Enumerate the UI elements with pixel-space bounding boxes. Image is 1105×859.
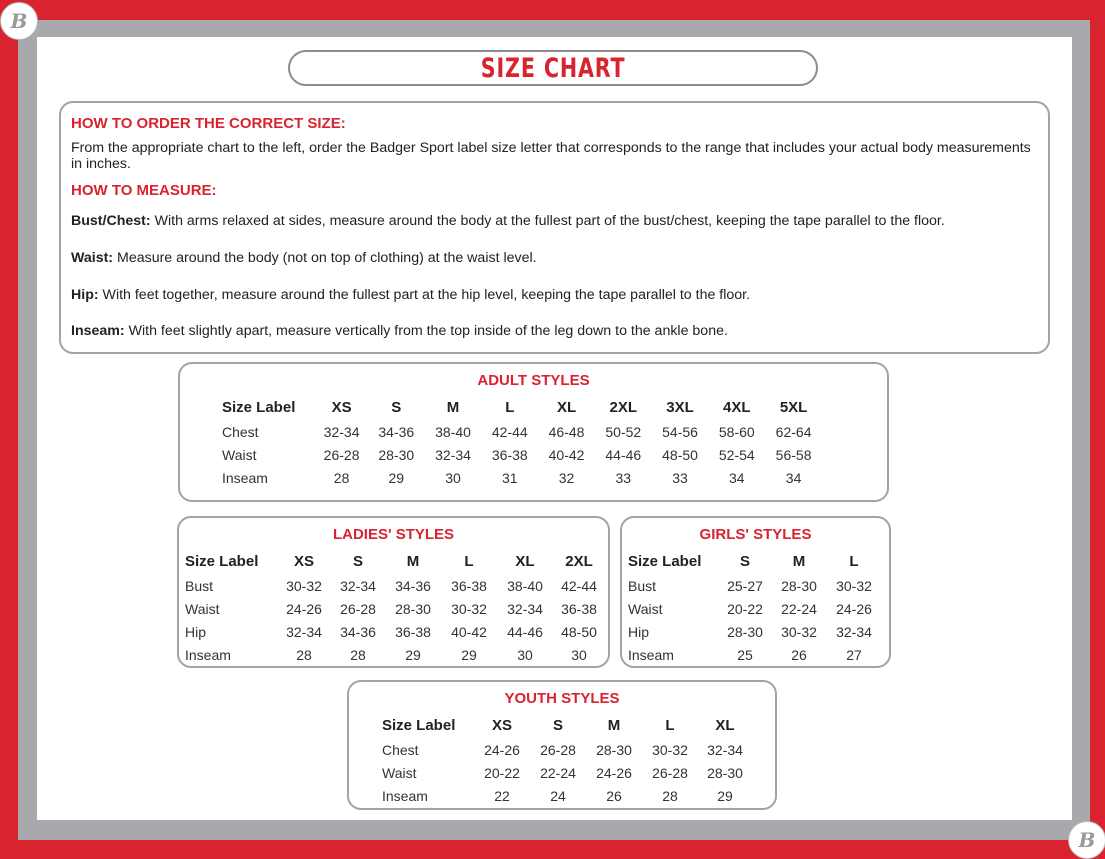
size-header: M — [607, 716, 621, 734]
measurement-label: Inseam — [382, 787, 428, 804]
table-row — [382, 784, 752, 807]
table-cell: 38-40 — [507, 577, 543, 594]
table-row — [628, 643, 882, 666]
adult-styles-panel — [178, 362, 889, 502]
table-cell: 34-36 — [395, 577, 431, 594]
table-row — [222, 466, 822, 489]
size-header: S — [552, 716, 563, 734]
table-cell: 20-22 — [727, 600, 763, 617]
table-cell: 44-46 — [605, 446, 642, 463]
table-cell: 50-52 — [605, 423, 642, 440]
table-cell: 40-42 — [548, 446, 585, 463]
size-header: L — [505, 398, 515, 416]
table-cell: 32-34 — [435, 446, 471, 463]
table-cell: 48-50 — [561, 623, 597, 640]
table-cell: 34 — [729, 469, 745, 486]
adult-styles-title: ADULT STYLES — [477, 372, 590, 389]
measurement-label: Inseam — [222, 469, 268, 486]
table-cell: 29 — [717, 787, 733, 804]
measure-label: Hip: — [71, 287, 99, 303]
girls-styles-title: GIRLS' STYLES — [699, 526, 812, 543]
ladies-styles-panel — [177, 516, 610, 668]
measurement-label: Waist — [222, 446, 257, 463]
size-header: M — [406, 552, 420, 570]
table-cell: 26-28 — [540, 741, 576, 758]
size-header: 3XL — [666, 398, 694, 416]
adult-size-table — [222, 394, 822, 489]
table-cell: 33 — [672, 469, 688, 486]
size-header: 2XL — [609, 398, 638, 416]
instructions-panel — [59, 101, 1050, 354]
table-cell: 26-28 — [652, 764, 688, 781]
table-cell: 22-24 — [781, 600, 817, 617]
table-cell: 44-46 — [507, 623, 543, 640]
table-row — [382, 761, 752, 784]
table-cell: 32-34 — [340, 577, 376, 594]
table-cell: 54-56 — [662, 423, 698, 440]
measurement-label: Waist — [628, 600, 663, 617]
table-cell: 40-42 — [451, 623, 487, 640]
measure-item-waist — [71, 250, 1036, 266]
title-banner — [288, 50, 818, 86]
table-cell: 24-26 — [484, 741, 520, 758]
size-header: XS — [293, 552, 314, 570]
table-cell: 32-34 — [836, 623, 872, 640]
table-cell: 58-60 — [718, 423, 755, 440]
size-header: L — [464, 552, 474, 570]
size-header: L — [665, 716, 675, 734]
table-row — [382, 738, 752, 761]
table-cell: 24-26 — [836, 600, 872, 617]
table-cell: 32-34 — [707, 741, 743, 758]
girls-styles-panel — [620, 516, 891, 668]
table-cell: 25-27 — [727, 577, 763, 594]
table-cell: 26 — [791, 646, 807, 663]
table-cell: 24 — [550, 787, 566, 804]
size-header: S — [352, 552, 363, 570]
table-cell: 30 — [445, 469, 461, 486]
size-header: S — [739, 552, 750, 570]
table-row — [185, 620, 605, 643]
size-header: L — [849, 552, 859, 570]
ladies-styles-title: LADIES' STYLES — [332, 526, 455, 543]
measurement-label: Chest — [222, 423, 259, 440]
table-cell: 27 — [846, 646, 862, 663]
table-cell: 42-44 — [561, 577, 597, 594]
table-cell: 29 — [405, 646, 421, 663]
size-label-header: Size Label — [628, 552, 702, 570]
size-header: S — [391, 398, 402, 416]
table-cell: 28-30 — [596, 741, 632, 758]
size-label-header: Size Label — [382, 716, 456, 734]
table-cell: 28-30 — [395, 600, 431, 617]
table-row — [185, 574, 605, 597]
youth-size-table — [382, 712, 752, 807]
measurement-label: Chest — [382, 741, 419, 758]
table-row — [222, 420, 822, 443]
table-cell: 48-50 — [662, 446, 698, 463]
measure-label: Waist: — [71, 250, 114, 266]
size-header: 4XL — [723, 398, 751, 416]
table-cell: 24-26 — [286, 600, 322, 617]
table-cell: 20-22 — [484, 764, 520, 781]
girls-size-table — [628, 548, 882, 666]
table-cell: 38-40 — [435, 423, 471, 440]
table-cell: 28 — [350, 646, 366, 663]
table-cell: 30-32 — [781, 623, 817, 640]
measurement-label: Bust — [185, 577, 214, 594]
table-row — [185, 597, 605, 620]
table-header-row — [185, 548, 605, 574]
table-header-row — [382, 712, 752, 738]
order-heading: HOW TO ORDER THE CORRECT SIZE: — [71, 115, 346, 132]
table-cell: 28 — [333, 469, 350, 486]
table-cell: 56-58 — [775, 446, 812, 463]
table-row — [185, 643, 605, 666]
table-cell: 30-32 — [652, 741, 688, 758]
measure-heading: HOW TO MEASURE: — [71, 182, 217, 199]
table-row — [222, 443, 822, 466]
table-cell: 42-44 — [491, 423, 528, 440]
table-cell: 26 — [606, 787, 622, 804]
size-header: XL — [715, 716, 735, 734]
table-cell: 22 — [494, 787, 510, 804]
table-cell: 32 — [558, 469, 575, 486]
size-label-header: Size Label — [222, 398, 296, 416]
table-cell: 28-30 — [707, 764, 743, 781]
measure-text: With feet together, measure around the fullest part at the hip level, keeping the tape parallel to the floor. — [102, 287, 751, 303]
table-cell: 28 — [296, 646, 312, 663]
size-header: M — [792, 552, 806, 570]
table-cell: 22-24 — [540, 764, 576, 781]
table-cell: 34-36 — [378, 423, 415, 440]
measure-text: With arms relaxed at sides, measure around the body at the fullest part of the bust/chest, keeping the tape parallel to the floor. — [154, 213, 945, 229]
table-cell: 29 — [461, 646, 477, 663]
youth-styles-panel — [347, 680, 777, 810]
table-cell: 30-32 — [451, 600, 487, 617]
table-cell: 28-30 — [378, 446, 415, 463]
measurement-label: Inseam — [185, 646, 231, 663]
table-row — [628, 620, 882, 643]
size-header: XL — [556, 398, 577, 416]
table-cell: 36-38 — [561, 600, 597, 617]
table-cell: 32-34 — [323, 423, 360, 440]
table-cell: 32-34 — [286, 623, 322, 640]
badger-logo-icon: B — [1068, 821, 1105, 859]
size-header: XS — [331, 398, 352, 416]
measure-text: With feet slightly apart, measure vertically from the top inside of the leg down to the ankle bone. — [128, 323, 728, 339]
measure-item-hip — [71, 287, 1036, 303]
page-title: SIZE CHART — [480, 52, 626, 84]
table-cell: 30 — [517, 646, 533, 663]
table-cell: 36-38 — [451, 577, 487, 594]
table-cell: 29 — [388, 469, 405, 486]
table-cell: 26-28 — [323, 446, 360, 463]
table-cell: 28-30 — [781, 577, 817, 594]
table-row — [628, 574, 882, 597]
table-cell: 25 — [737, 646, 753, 663]
table-cell: 52-54 — [718, 446, 755, 463]
table-cell: 24-26 — [596, 764, 632, 781]
ladies-size-table — [185, 548, 605, 666]
measure-item-bust — [71, 213, 1036, 229]
table-cell: 26-28 — [340, 600, 376, 617]
measurement-label: Hip — [185, 623, 207, 640]
table-cell: 30 — [571, 646, 587, 663]
table-cell: 62-64 — [775, 423, 812, 440]
table-header-row — [222, 394, 822, 420]
youth-styles-title: YOUTH STYLES — [504, 690, 620, 707]
table-cell: 46-48 — [548, 423, 585, 440]
measure-label: Bust/Chest: — [71, 213, 151, 229]
table-cell: 34-36 — [340, 623, 376, 640]
table-cell: 36-38 — [395, 623, 431, 640]
measurement-label: Bust — [628, 577, 657, 594]
measure-text: Measure around the body (not on top of clothing) at the waist level. — [117, 250, 537, 266]
table-header-row — [628, 548, 882, 574]
size-header: XS — [491, 716, 512, 734]
measurement-label: Inseam — [628, 646, 674, 663]
table-cell: 31 — [502, 469, 518, 486]
table-cell: 33 — [615, 469, 632, 486]
measurement-label: Hip — [628, 623, 650, 640]
measure-item-inseam — [71, 323, 1036, 339]
measurement-label: Waist — [382, 764, 417, 781]
size-header: M — [446, 398, 460, 416]
table-cell: 28-30 — [727, 623, 763, 640]
size-header: 5XL — [779, 398, 808, 416]
measure-label: Inseam: — [71, 323, 125, 339]
table-cell: 32-34 — [507, 600, 543, 617]
table-cell: 34 — [785, 469, 802, 486]
table-cell: 36-38 — [491, 446, 528, 463]
size-label-header: Size Label — [185, 552, 259, 570]
order-text: From the appropriate chart to the left, order the Badger Sport label size letter that corresponds to the range that includes your actual body measurements in inches. — [71, 140, 1031, 172]
table-cell: 28 — [662, 787, 678, 804]
table-row — [628, 597, 882, 620]
table-cell: 30-32 — [286, 577, 322, 594]
measurement-label: Waist — [185, 600, 220, 617]
badger-logo-icon: B — [0, 2, 38, 40]
table-cell: 30-32 — [836, 577, 872, 594]
size-header: XL — [515, 552, 535, 570]
size-header: 2XL — [565, 552, 593, 570]
